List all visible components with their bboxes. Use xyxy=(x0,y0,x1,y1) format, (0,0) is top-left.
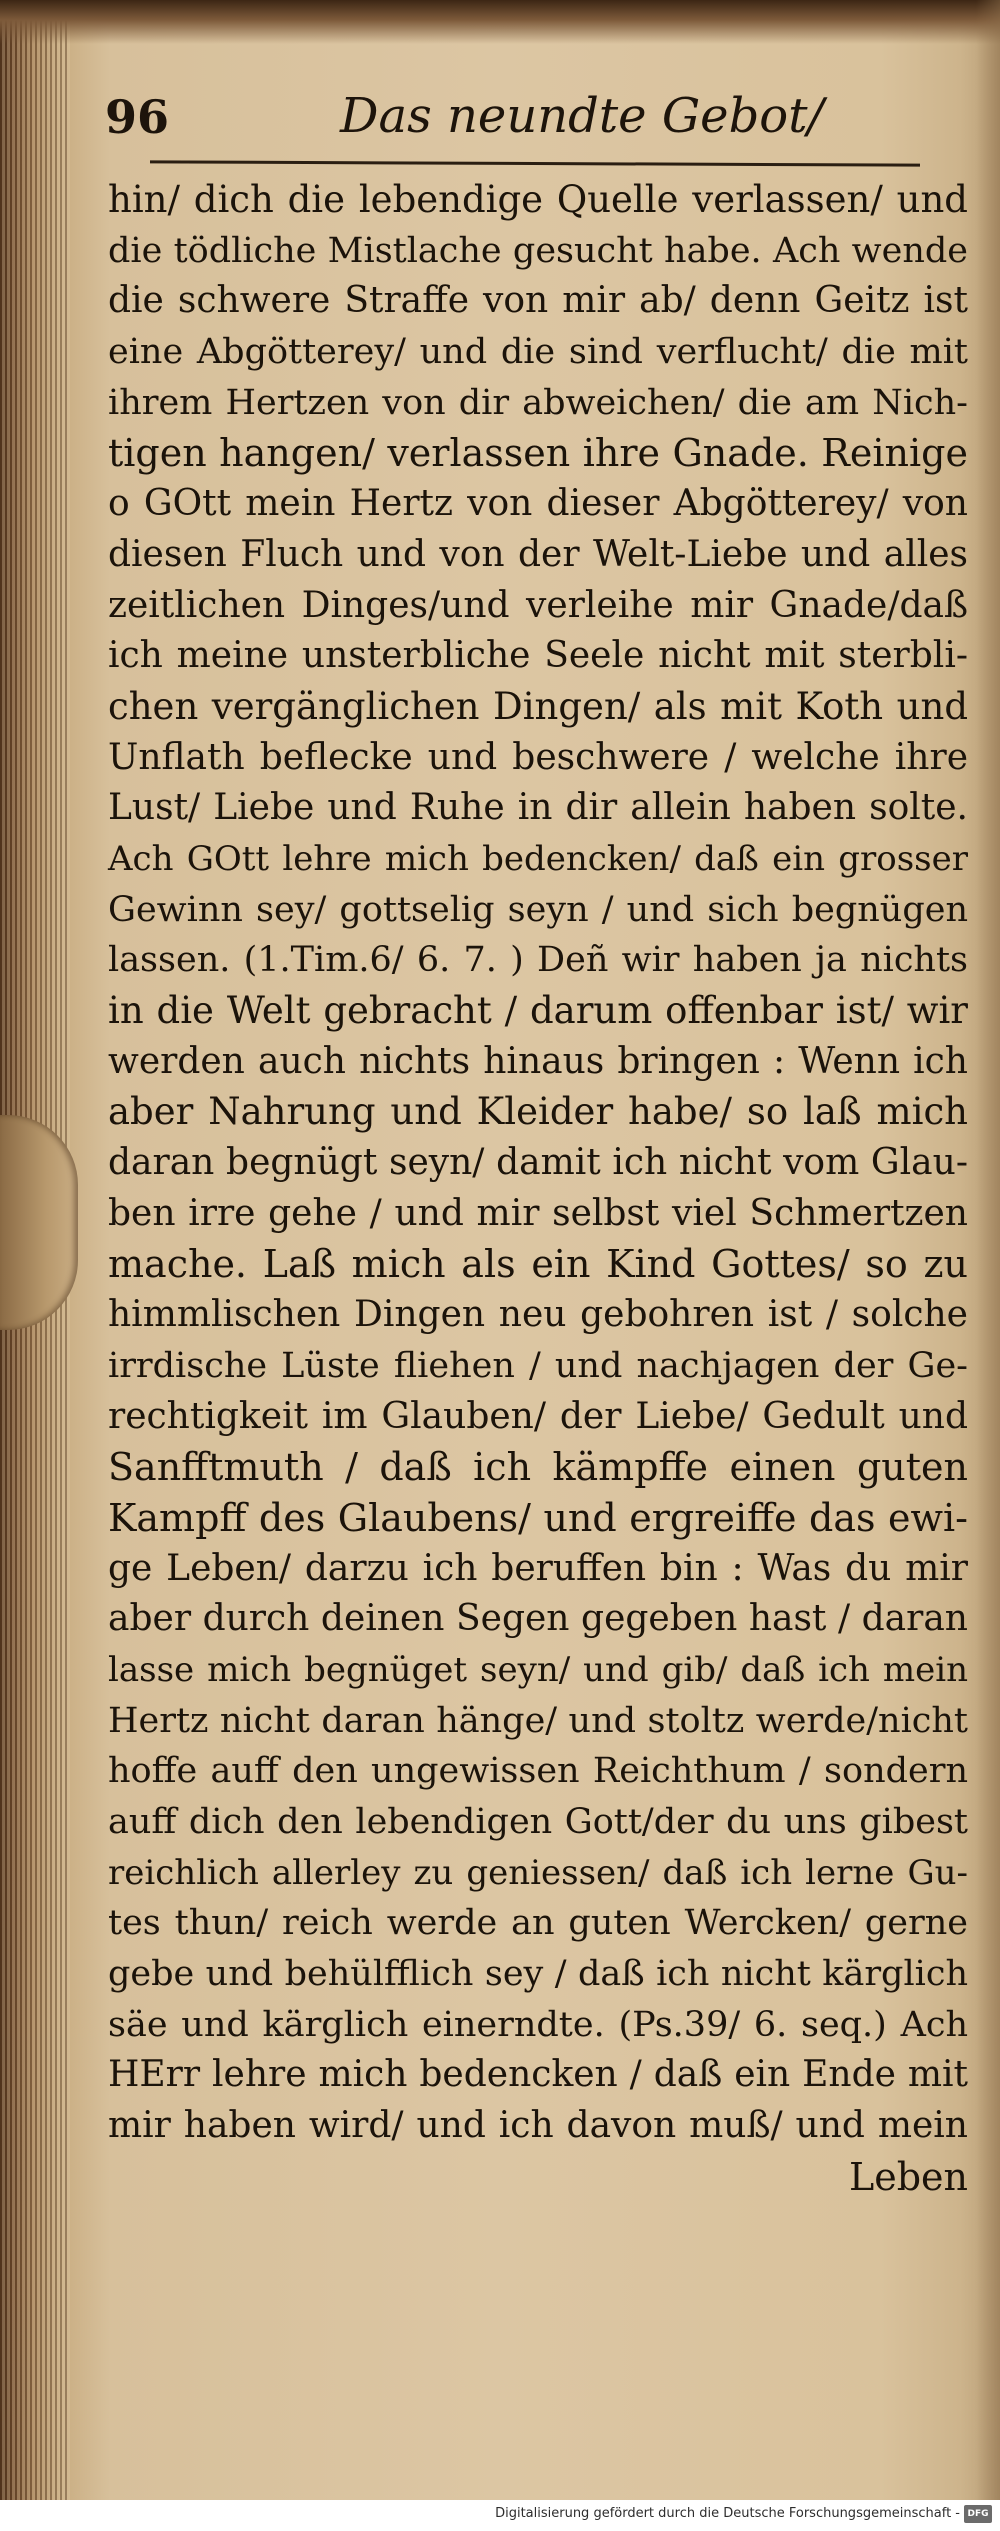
text-line: HErr lehre mich bedencken / daß ein Ende mit xyxy=(108,2054,968,2096)
text-line: Hertz nicht daran hänge/ und stoltz werde/nicht xyxy=(108,1700,968,1741)
text-line: ge Leben/ darzu ich beruffen bin : Was du mir xyxy=(108,1547,968,1589)
text-line: Gewinn sey/ gottselig seyn / und sich begnügen xyxy=(108,889,968,930)
bookmark-tab xyxy=(0,1115,78,1330)
footer-bar xyxy=(0,2500,1000,2531)
text-line: eine Abgötterey/ und die sind verflucht/ die mit xyxy=(108,332,968,373)
text-line: Lust/ Liebe und Ruhe in dir allein haben solte. xyxy=(108,787,968,829)
text-line: lasse mich begnüget seyn/ und gib/ daß ich mein xyxy=(108,1649,968,1690)
text-line: die schwere Straffe von mir ab/ denn Geitz ist xyxy=(108,280,968,322)
text-line: aber durch deinen Segen gegeben hast / daran xyxy=(108,1598,968,1640)
text-line: ich meine unsterbliche Seele nicht mit sterbli- xyxy=(108,635,968,677)
text-line: hin/ dich die lebendige Quelle verlassen/ und xyxy=(108,178,968,221)
text-line: tigen hangen/ verlassen ihre Gnade. Reinige xyxy=(108,431,968,476)
text-line: säe und kärglich einerndte. (Ps.39/ 6. seq.) Ach xyxy=(108,2004,968,2045)
catchword: Leben xyxy=(848,2154,968,2199)
text-line: zeitlichen Dinges/und verleihe mir Gnade/daß xyxy=(108,584,968,626)
text-line: chen vergänglichen Dingen/ als mit Koth und xyxy=(108,684,968,728)
text-line: diesen Fluch und von der Welt-Liebe und alles xyxy=(108,533,968,575)
text-line: die tödliche Mistlache gesucht habe. Ach wende xyxy=(108,230,968,271)
text-line: aber Nahrung und Kleider habe/ so laß mich xyxy=(108,1090,968,1134)
text-line: hoffe auff den ungewissen Reichthum / sondern xyxy=(108,1751,968,1792)
page-header xyxy=(105,82,965,152)
text-line: gebe und behülfflich sey / daß ich nicht kärglich xyxy=(108,1954,968,1995)
body-text xyxy=(108,175,968,2203)
text-line: himmlischen Dingen neu gebohren ist / solche xyxy=(108,1294,968,1336)
page-number: 96 xyxy=(105,90,170,144)
text-line: reichlich allerley zu geniessen/ daß ich lerne Gu- xyxy=(108,1852,968,1893)
text-line: mache. Laß mich als ein Kind Gottes/ so zu xyxy=(108,1242,968,1287)
page-fold-shadow xyxy=(976,0,1000,2500)
text-line: werden auch nichts hinaus bringen : Wenn ich xyxy=(108,1040,968,1082)
text-line: Ach GOtt lehre mich bedencken/ daß ein grosser xyxy=(108,838,968,879)
text-line: daran begnügt seyn/ damit ich nicht vom Glau- xyxy=(108,1142,968,1184)
text-line: lassen. (1.Tim.6/ 6. 7. ) Deñ wir haben ja nichts xyxy=(108,940,968,981)
text-line: auff dich den lebendigen Gott/der du uns gibest xyxy=(108,1802,968,1842)
text-line: mir haben wird/ und ich davon muß/ und mein xyxy=(108,2105,968,2147)
running-head: Das neundte Gebot/ xyxy=(340,88,824,144)
text-line: ben irre gehe / und mir selbst viel Schmertzen xyxy=(108,1192,968,1234)
text-line: Sanfftmuth / daß ich kämpffe einen guten xyxy=(108,1445,968,1490)
text-line: irrdische Lüste fliehen / und nachjagen der Ge- xyxy=(108,1345,968,1386)
dfg-logo: DFG xyxy=(964,2505,992,2523)
text-line: in die Welt gebracht / darum offenbar ist/ wir xyxy=(108,989,968,1032)
text-line: ihrem Hertzen von dir abweichen/ die am Nich- xyxy=(108,382,968,423)
text-line: o GOtt mein Hertz von dieser Abgötterey/ von xyxy=(108,483,968,525)
header-rule xyxy=(150,160,920,166)
text-line: Unflath beflecke und beschwere / welche ihre xyxy=(108,736,968,778)
text-line: Kampff des Glaubens/ und ergreiffe das ewi- xyxy=(108,1495,968,1540)
text-line: tes thun/ reich werde an guten Wercken/ gerne xyxy=(108,1903,968,1944)
text-line: rechtigkeit im Glauben/ der Liebe/ Gedult und xyxy=(108,1395,968,1437)
digitization-credit: Digitalisierung gefördert durch die Deutsche Forschungsgemeinschaft - xyxy=(495,2506,960,2521)
book-top-edge xyxy=(0,0,1000,44)
